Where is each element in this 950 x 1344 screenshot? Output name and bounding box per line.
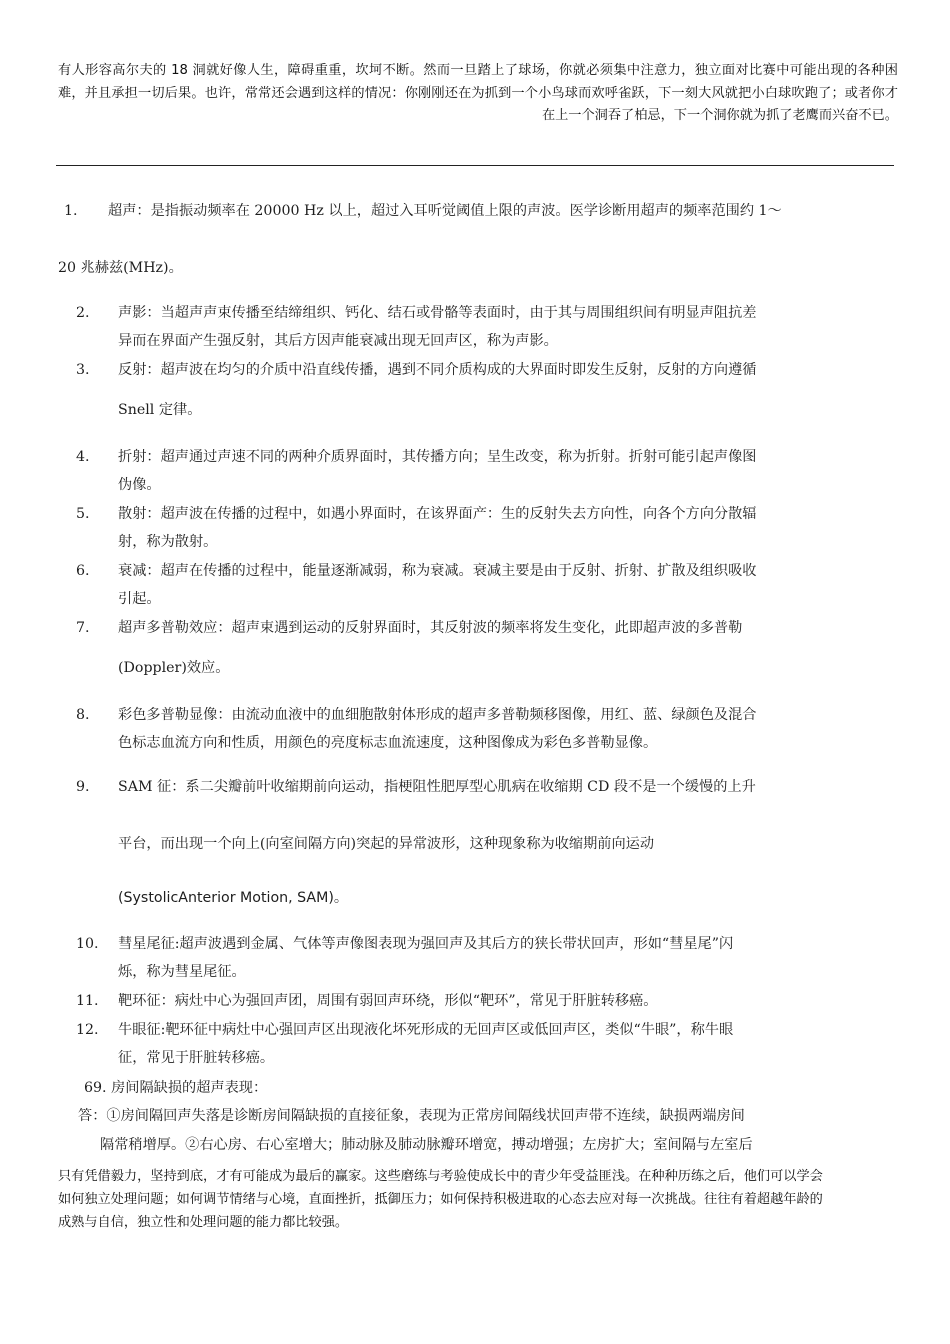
item-number: 1. xyxy=(64,203,78,219)
item-text-line: 彩色多普勒显像：由流动血液中的血细胞散射体形成的超声多普勒频移图像，用红、蓝、绿颜色及混合 xyxy=(118,707,757,723)
item-number: 6. xyxy=(76,563,90,579)
item-text-line: 烁，称为彗星尾征。 xyxy=(118,964,246,980)
item-text-line: 引起。 xyxy=(118,591,161,607)
item-text-line: (SystolicAnterior Motion, SAM)。 xyxy=(118,890,349,906)
header-intro xyxy=(58,60,898,128)
item-number: 3. xyxy=(76,362,90,378)
item-text-line: 异而在界面产生强反射，其后方因声能衰减出现无回声区，称为声影。 xyxy=(118,333,558,349)
intro-line-2: 的各种困难，并且承担一切后果。也许，常常还会遇到这样的情况：你刚刚还在为抓到一个小鸟球而欢呼雀跃，下一刻大风就把小白 xyxy=(58,63,898,101)
item-text-line: 平台，而出现一个向上(向室间隔方向)突起的异常波形，这种现象称为收缩期前向运动 xyxy=(118,836,655,852)
question-title: 69. 房间隔缺损的超声表现： xyxy=(84,1080,268,1096)
item-text-line: Snell 定律。 xyxy=(118,402,202,418)
footer-line-1: 只有凭借毅力，坚持到底，才有可能成为最后的赢家。这些磨练与考验使成长中的青少年受益匪浅。在种种历练之后，他们可以学会 xyxy=(58,1169,823,1184)
answer-line: 答：①房间隔回声失落是诊断房间隔缺损的直接征象，表现为正常房间隔线状回声带不连续，缺损两端房间 xyxy=(78,1108,745,1124)
item-number: 11. xyxy=(76,993,99,1009)
item-text-line: 散射：超声波在传播的过程中，如遇小界面时，在该界面产：生的反射失去方向性，向各个方向分散辐 xyxy=(118,506,757,522)
item-text-line: (Doppler)效应。 xyxy=(118,660,230,676)
item-text-line: 20 兆赫兹(MHz)。 xyxy=(58,260,183,276)
item-text-line: 声影：当超声声束传播至结缔组织、钙化、结石或骨骼等表面时，由于其与周围组织间有明显声阻抗差 xyxy=(118,305,757,321)
header-divider xyxy=(56,165,894,166)
answer-line: 隔常稍增厚。②右心房、右心室增大；肺动脉及肺动脉瓣环增宽，搏动增强；左房扩大；室间隔与左室后 xyxy=(100,1137,753,1153)
item-text-line: 色标志血流方向和性质，用颜色的亮度标志血流速度，这种图像成为彩色多普勒显像。 xyxy=(118,735,658,751)
item-text-line: 征，常见于肝脏转移癌。 xyxy=(118,1050,275,1066)
item-number: 9. xyxy=(76,779,90,795)
item-text-line: 彗星尾征:超声波遇到金属、气体等声像图表现为强回声及其后方的狭长带状回声，形如“彗星尾”闪 xyxy=(118,936,734,952)
footer-text xyxy=(58,1165,898,1234)
intro-line-1: 有人形容高尔夫的 18 洞就好像人生，障碍重重，坎坷不断。然而一旦踏上了球场，你就必须集中注意力，独立面对比赛中可能出现 xyxy=(58,63,845,78)
item-number: 10. xyxy=(76,936,99,952)
item-text-line: SAM 征：系二尖瓣前叶收缩期前向运动，指梗阻性肥厚型心肌病在收缩期 CD 段不是一个缓慢的上升 xyxy=(118,779,756,795)
item-text-line: 超声：是指振动频率在 20000 Hz 以上，超过入耳听觉阈值上限的声波。医学诊断用超声的频率范围约 1～ xyxy=(108,203,782,219)
item-number: 12. xyxy=(76,1022,99,1038)
item-text-line: 伪像。 xyxy=(118,477,161,493)
item-number: 4. xyxy=(76,449,90,465)
item-number: 5. xyxy=(76,506,90,522)
item-number: 7. xyxy=(76,620,90,636)
footer-line-3: 成熟与自信，独立性和处理问题的能力都比较强。 xyxy=(58,1215,349,1230)
intro-line-3: 球吹跑了；或者你才在上一个洞吞了柏忌，下一个洞你就为抓了老鹰而兴奋不已。 xyxy=(541,85,898,123)
footer-line-2: 如何独立处理问题；如何调节情绪与心境，直面挫折，抵御压力；如何保持积极进取的心态去应对每一次挑战。往往有着超越年龄的 xyxy=(58,1192,823,1207)
item-text-line: 反射：超声波在均匀的介质中沿直线传播，遇到不同介质构成的大界面时即发生反射，反射的方向遵循 xyxy=(118,362,757,378)
item-text-line: 射，称为散射。 xyxy=(118,534,218,550)
item-text-line: 超声多普勒效应：超声束遇到运动的反射界面时，其反射波的频率将发生变化，此即超声波的多普勒 xyxy=(118,620,743,636)
item-text-line: 靶环征：病灶中心为强回声团，周围有弱回声环绕，形似“靶环”，常见于肝脏转移癌。 xyxy=(118,993,658,1009)
item-text-line: 牛眼征:靶环征中病灶中心强回声区出现液化坏死形成的无回声区或低回声区，类似“牛眼”，称牛眼 xyxy=(118,1022,734,1038)
item-number: 2. xyxy=(76,305,90,321)
item-number: 8. xyxy=(76,707,90,723)
item-text-line: 衰减：超声在传播的过程中，能量逐渐减弱，称为衰减。衰减主要是由于反射、折射、扩散及组织吸收 xyxy=(118,563,757,579)
item-text-line: 折射：超声通过声速不同的两种介质界面时，其传播方向；呈生改变，称为折射。折射可能引起声像图 xyxy=(118,449,757,465)
